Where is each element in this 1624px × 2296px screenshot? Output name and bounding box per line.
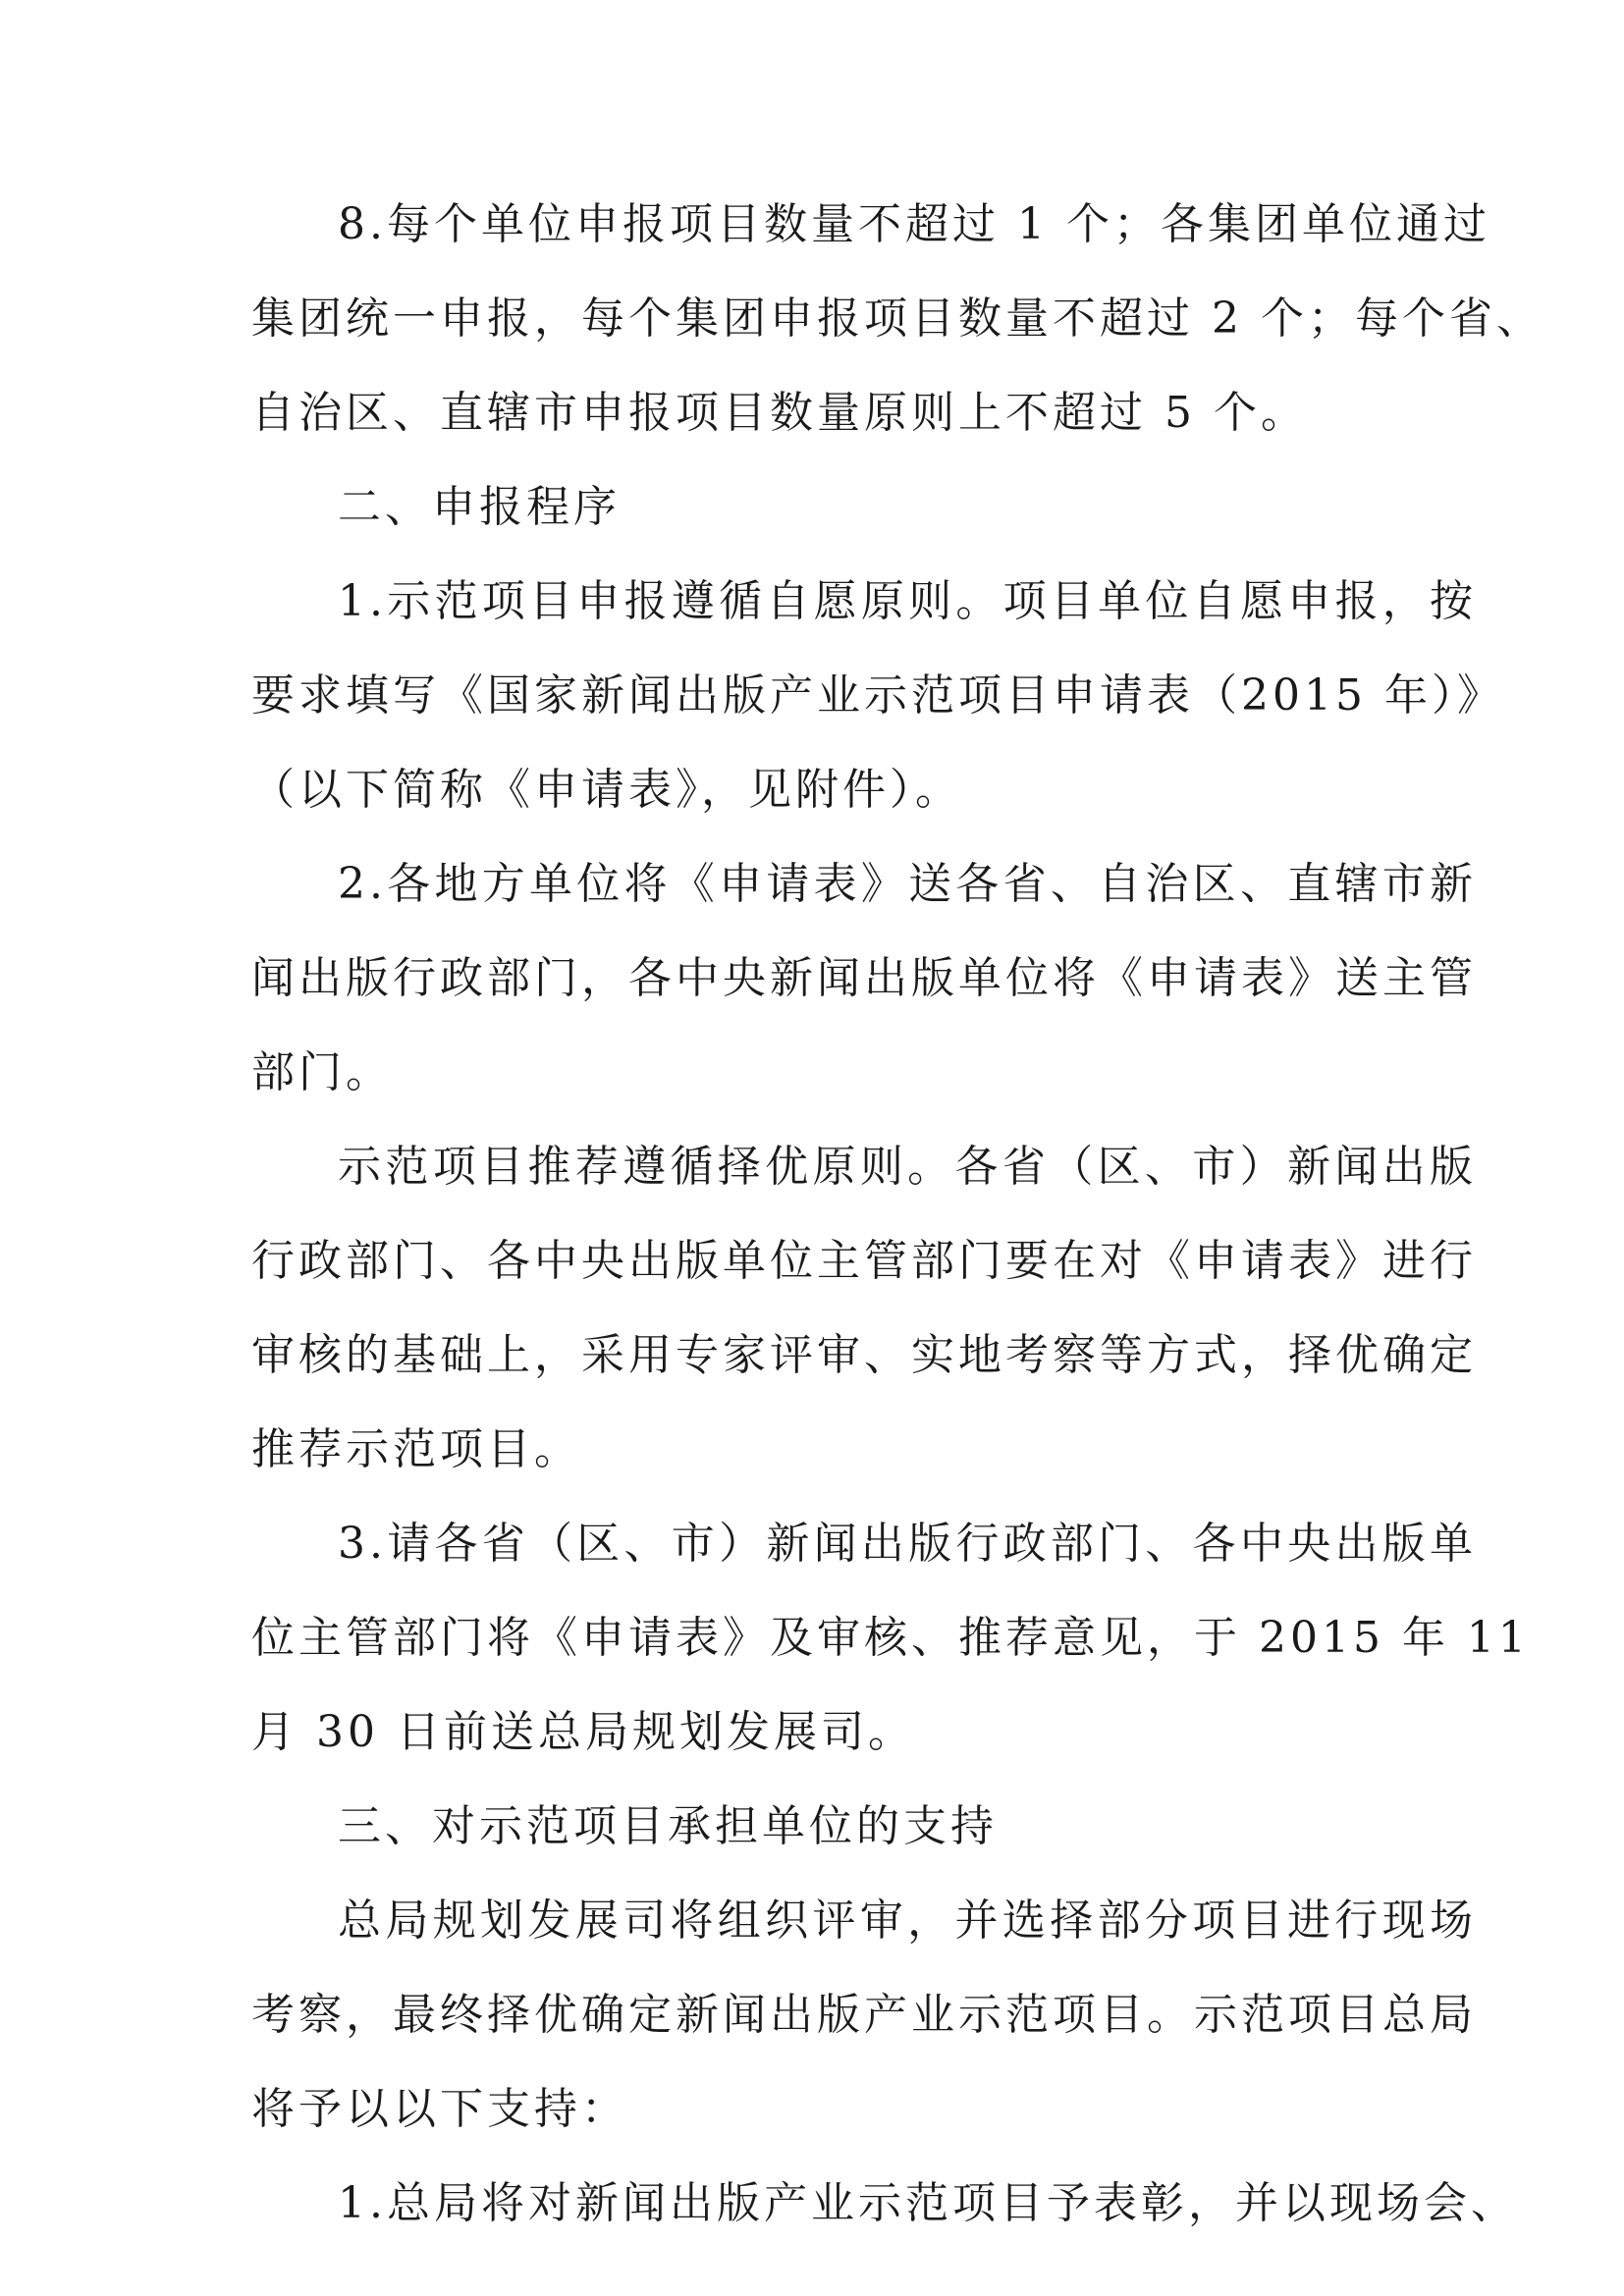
section-heading: 三、对示范项目承担单位的支持 bbox=[338, 1801, 998, 1851]
text-line: 闻出版行政部门，各中央新闻出版单位将《申请表》送主管 bbox=[251, 953, 1477, 1003]
text-line: 行政部门、各中央出版单位主管部门要在对《申请表》进行 bbox=[251, 1236, 1477, 1286]
text-line: 推荐示范项目。 bbox=[251, 1424, 581, 1474]
text-line: 考察，最终择优确定新闻出版产业示范项目。示范项目总局 bbox=[251, 1990, 1477, 2040]
text-line: 审核的基础上，采用专家评审、实地考察等方式，择优确定 bbox=[251, 1330, 1477, 1380]
text-line: 月 30 日前送总局规划发展司。 bbox=[251, 1707, 915, 1757]
text-line: 1.总局将对新闻出版产业示范项目予表彰，并以现场会、 bbox=[338, 2178, 1518, 2228]
text-line: 位主管部门将《申请表》及审核、推荐意见，于 2015 年 11 bbox=[251, 1613, 1530, 1663]
text-line: 总局规划发展司将组织评审，并选择部分项目进行现场 bbox=[338, 1896, 1477, 1946]
text-line: 自治区、直辖市申报项目数量原则上不超过 5 个。 bbox=[251, 388, 1308, 438]
text-line: （以下简称《申请表》，见附件）。 bbox=[251, 765, 962, 815]
text-line: 要求填写《国家新闻出版产业示范项目申请表（2015 年）》 bbox=[251, 670, 1504, 721]
text-line: 将予以以下支持： bbox=[251, 2084, 628, 2134]
section-heading: 二、申报程序 bbox=[338, 482, 621, 532]
text-line: 2.各地方单位将《申请表》送各省、自治区、直辖市新 bbox=[338, 859, 1477, 909]
text-line: 部门。 bbox=[251, 1047, 393, 1097]
text-line: 1.示范项目申报遵循自愿原则。项目单位自愿申报，按 bbox=[338, 576, 1477, 626]
text-line: 集团统一申报，每个集团申报项目数量不超过 2 个；每个省、 bbox=[251, 294, 1543, 344]
text-line: 3.请各省（区、市）新闻出版行政部门、各中央出版单 bbox=[338, 1519, 1477, 1569]
document-body bbox=[251, 199, 1543, 2228]
text-line: 8.每个单位申报项目数量不超过 1 个；各集团单位通过 bbox=[338, 199, 1490, 249]
text-line: 示范项目推荐遵循择优原则。各省（区、市）新闻出版 bbox=[338, 1142, 1477, 1192]
